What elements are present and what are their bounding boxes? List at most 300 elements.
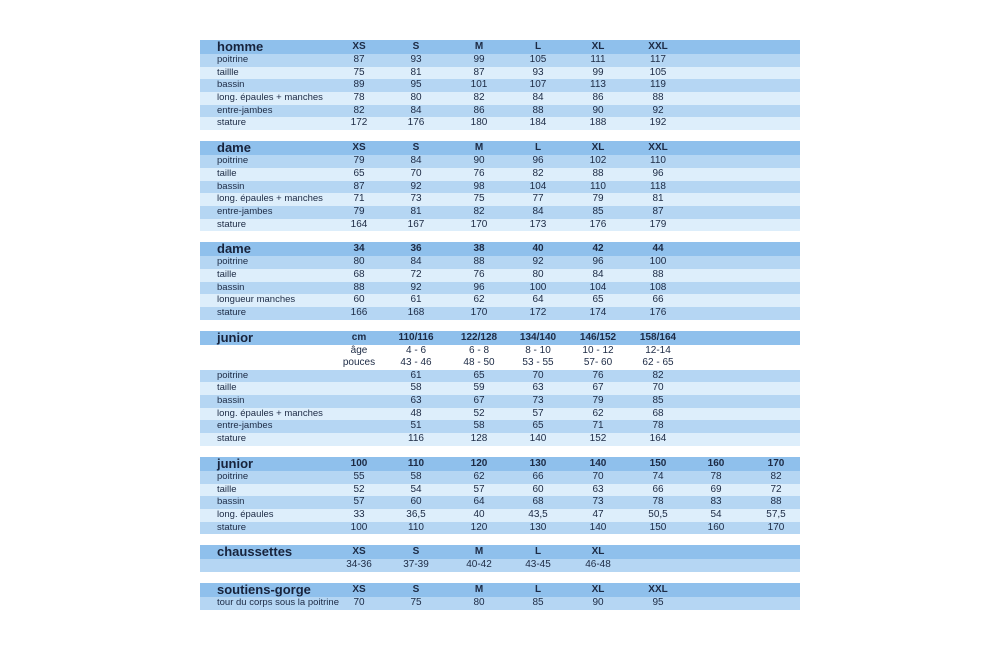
table-spacer — [200, 231, 800, 242]
table-cell: 65 — [473, 369, 485, 381]
table-cell: 108 — [649, 281, 667, 293]
column-header: XS — [352, 41, 366, 52]
table-row — [200, 471, 800, 484]
table-cell: 104 — [589, 281, 607, 293]
row-label: bassin — [217, 180, 245, 192]
table-cell: 99 — [592, 66, 604, 78]
row-label: bassin — [217, 496, 245, 508]
table-cell: 68 — [532, 496, 544, 508]
column-header: L — [534, 546, 542, 558]
column-header: 160 — [707, 457, 725, 469]
table-cell: 176 — [589, 218, 607, 230]
table-title: homme — [217, 39, 264, 54]
table-cell: 62 — [592, 407, 604, 419]
table-cell: 90 — [592, 596, 604, 608]
table-cell: 160 — [707, 521, 725, 533]
table-title: chaussettes — [217, 544, 293, 560]
table-cell: 59 — [473, 382, 485, 394]
column-header: 36 — [410, 243, 422, 255]
table-cell: 180 — [470, 117, 488, 129]
table-cell: 110 — [408, 521, 424, 533]
table-cell: 87 — [652, 205, 664, 217]
table-cell: 73 — [532, 395, 544, 407]
column-header: 122/128 — [460, 331, 498, 343]
table-cell: 140 — [529, 433, 547, 445]
table-cell: 78 — [710, 470, 722, 482]
table-cell: 72 — [770, 483, 782, 495]
table-cell: 64 — [473, 496, 485, 508]
table-cell: 82 — [652, 369, 664, 381]
table-row — [200, 54, 800, 67]
table-cell: 88 — [592, 167, 604, 179]
table-row — [200, 484, 800, 497]
table-cell: 82 — [353, 104, 365, 116]
table-cell: 52 — [473, 407, 485, 419]
table-row — [200, 181, 800, 194]
table-cell: 76 — [473, 268, 485, 280]
column-header: 40 — [532, 243, 544, 255]
table-cell: 82 — [770, 470, 782, 482]
table-cell: 68 — [652, 407, 664, 419]
table-cell: 40 — [473, 508, 485, 520]
table-row — [200, 496, 800, 509]
table-cell: 117 — [650, 54, 666, 65]
table-cell: 105 — [649, 66, 667, 78]
table-cell: 95 — [410, 79, 422, 91]
row-label: taille — [217, 483, 237, 495]
table-cell: 104 — [529, 180, 547, 192]
row-label: bassin — [217, 281, 245, 293]
row-label: poitrine — [217, 470, 249, 482]
row-label: poitrine — [217, 256, 249, 268]
table-cell: 164 — [649, 433, 667, 445]
column-header: M — [474, 583, 484, 595]
table-cell: 96 — [473, 281, 485, 293]
table-cell: 73 — [592, 496, 604, 508]
table-cell: 167 — [407, 218, 425, 230]
table-cell: 82 — [473, 92, 485, 104]
table-row — [200, 282, 800, 295]
table-cell: 71 — [353, 193, 365, 205]
table-cell: 105 — [529, 54, 547, 65]
column-header: S — [412, 142, 420, 154]
table-cell: 57 — [473, 483, 485, 495]
column-header: XL — [591, 142, 605, 154]
table-cell: 54 — [710, 508, 722, 520]
column-header: 42 — [592, 243, 604, 255]
table-cell: 101 — [470, 79, 488, 91]
table-cell: 150 — [649, 521, 667, 533]
table-cell: 58 — [473, 420, 485, 432]
table-cell: 67 — [473, 395, 485, 407]
table-cell: 4 - 6 — [405, 344, 427, 356]
row-label: poitrine — [217, 369, 249, 381]
table-row — [200, 117, 800, 130]
table-row — [200, 509, 800, 522]
table-cell: 34-36 — [346, 559, 372, 571]
column-header: 150 — [649, 457, 667, 469]
table-cell: 85 — [652, 395, 664, 407]
table-cell: 64 — [532, 294, 544, 306]
size-table — [200, 141, 800, 242]
table-cell: 70 — [652, 382, 664, 394]
table-cell: 8 - 10 — [525, 344, 551, 356]
table-cell: 170 — [767, 521, 785, 533]
table-row — [200, 370, 800, 383]
table-cell: 89 — [353, 79, 365, 91]
table-cell: 184 — [529, 117, 547, 129]
table-cell: 6 - 8 — [468, 344, 490, 356]
table-cell: 84 — [410, 104, 422, 116]
table-cell: 111 — [590, 54, 606, 65]
column-header: 34 — [353, 243, 365, 255]
table-cell: 82 — [532, 167, 544, 179]
table-cell: 43 - 46 — [400, 357, 432, 369]
table-cell: 98 — [473, 180, 485, 192]
table-cell: 36,5 — [406, 508, 426, 520]
table-cell: 172 — [350, 117, 368, 129]
table-cell: 102 — [589, 155, 607, 167]
column-header: 146/152 — [579, 331, 617, 343]
table-spacer — [200, 130, 800, 141]
table-cell: 130 — [529, 521, 547, 533]
table-cell: 61 — [410, 294, 422, 306]
table-cell: 82 — [473, 205, 485, 217]
table-cell: 43-45 — [525, 559, 551, 571]
table-cell: 116 — [408, 433, 424, 445]
row-label: entre-jambes — [217, 205, 273, 217]
table-spacer — [200, 320, 800, 331]
table-cell: 90 — [592, 104, 604, 116]
table-cell: 51 — [410, 420, 422, 432]
table-cell: 87 — [473, 66, 485, 78]
column-header: 120 — [470, 457, 488, 469]
table-cell: 80 — [473, 596, 485, 608]
table-cell: 90 — [473, 155, 485, 167]
table-row — [200, 219, 800, 232]
table-cell: 113 — [590, 79, 606, 91]
table-cell: 48 - 50 — [463, 357, 495, 369]
column-header: XS — [352, 142, 366, 154]
table-cell: 52 — [353, 483, 365, 495]
table-cell: 88 — [652, 268, 664, 280]
column-header: M — [474, 41, 484, 52]
table-cell: 69 — [710, 483, 722, 495]
table-cell: 176 — [407, 117, 425, 129]
table-cell: 93 — [532, 66, 544, 78]
row-label: entre-jambes — [217, 104, 273, 116]
table-header — [200, 40, 800, 54]
table-cell: 37-39 — [403, 559, 429, 571]
table-cell: 40-42 — [466, 559, 492, 571]
table-cell: 65 — [532, 420, 544, 432]
column-header: XS — [352, 546, 366, 558]
column-header: M — [474, 142, 484, 154]
table-cell: 99 — [473, 54, 485, 65]
table-row — [200, 206, 800, 219]
table-cell: 10 - 12 — [582, 344, 614, 356]
row-label: stature — [217, 521, 247, 533]
table-row — [200, 559, 800, 572]
table-cell: 174 — [589, 307, 607, 318]
table-cell: 84 — [410, 256, 422, 268]
table-cell: 55 — [353, 470, 365, 482]
table-cell: 85 — [592, 205, 604, 217]
column-header: XL — [591, 583, 605, 595]
row-label: stature — [217, 433, 247, 445]
table-row — [200, 408, 800, 421]
table-title: dame — [217, 140, 251, 156]
table-cell: 88 — [473, 256, 485, 268]
table-cell: 54 — [410, 483, 422, 495]
column-header: XS — [352, 583, 366, 595]
table-cell: 84 — [532, 205, 544, 217]
table-cell: 100 — [529, 281, 547, 293]
table-header — [200, 331, 800, 345]
table-cell: 53 - 55 — [522, 357, 554, 369]
table-cell: 66 — [532, 470, 544, 482]
table-row — [200, 433, 800, 446]
table-cell: 176 — [649, 307, 667, 318]
table-cell: 83 — [710, 496, 722, 508]
table-row — [200, 307, 800, 320]
table-cell: 84 — [410, 155, 422, 167]
table-row — [200, 522, 800, 535]
table-cell: 62 - 65 — [642, 357, 674, 369]
table-cell: 86 — [592, 92, 604, 104]
table-cell: 92 — [532, 256, 544, 268]
table-cell: 62 — [473, 294, 485, 306]
table-title: dame — [217, 241, 251, 257]
table-cell: 170 — [470, 218, 488, 230]
column-header: 110/116 — [398, 331, 434, 343]
table-cell: 88 — [770, 496, 782, 508]
column-header: S — [412, 41, 420, 52]
table-row — [200, 67, 800, 80]
table-row — [200, 420, 800, 433]
size-table — [200, 242, 800, 330]
table-cell: 60 — [353, 294, 365, 306]
row-label: bassin — [217, 395, 245, 407]
table-cell: 33 — [353, 508, 365, 520]
table-cell: 79 — [353, 205, 365, 217]
table-cell: 92 — [652, 104, 664, 116]
table-cell: 152 — [589, 433, 607, 445]
column-header: 38 — [473, 243, 485, 255]
table-cell: 60 — [532, 483, 544, 495]
table-cell: 100 — [649, 256, 667, 268]
column-header: S — [412, 546, 420, 558]
table-cell: 79 — [353, 155, 365, 167]
table-cell: 75 — [353, 66, 365, 78]
table-cell: 48 — [410, 407, 422, 419]
table-subrow — [200, 357, 800, 370]
column-header: M — [474, 546, 484, 558]
row-label: stature — [217, 218, 247, 230]
table-cell: 168 — [407, 307, 425, 318]
table-cell: 65 — [353, 167, 365, 179]
table-cell: 107 — [529, 79, 547, 91]
table-cell: 173 — [529, 218, 547, 230]
table-cell: 87 — [353, 54, 365, 65]
table-cell: 140 — [589, 521, 607, 533]
column-header: 110 — [407, 457, 425, 469]
table-cell: 88 — [353, 281, 365, 293]
row-label: longueur manches — [217, 294, 296, 306]
table-cell: 76 — [473, 167, 485, 179]
table-row — [200, 193, 800, 206]
table-cell: 79 — [592, 193, 604, 205]
table-cell: 70 — [592, 470, 604, 482]
table-cell: 110 — [590, 180, 606, 192]
table-row — [200, 79, 800, 92]
column-header: 100 — [350, 457, 368, 469]
table-cell: 66 — [652, 294, 664, 306]
table-cell: 164 — [350, 218, 368, 230]
row-label: long. épaules + manches — [217, 407, 323, 419]
table-cell: 188 — [589, 117, 607, 129]
size-chart — [200, 40, 800, 612]
table-row — [200, 168, 800, 181]
table-row — [200, 269, 800, 282]
table-cell: 57,5 — [766, 508, 786, 520]
table-cell: 57- 60 — [583, 357, 613, 369]
row-label: long. épaules + manches — [217, 92, 323, 104]
row-label: stature — [217, 117, 247, 129]
subrow-label: âge — [350, 344, 368, 356]
table-cell: 84 — [592, 268, 604, 280]
column-header: 130 — [529, 457, 547, 469]
table-cell: 84 — [532, 92, 544, 104]
table-row — [200, 105, 800, 118]
table-cell: 63 — [592, 483, 604, 495]
column-header: S — [412, 583, 420, 595]
table-cell: 93 — [410, 54, 422, 65]
row-label: taille — [217, 382, 237, 394]
column-header: XXL — [648, 142, 668, 154]
table-cell: 95 — [652, 596, 664, 608]
table-cell: 50,5 — [648, 508, 668, 520]
table-header — [200, 141, 800, 155]
column-header: 134/140 — [519, 331, 557, 343]
row-label: tour du corps sous la poitrine — [217, 596, 339, 608]
table-cell: 96 — [652, 167, 664, 179]
table-cell: 92 — [410, 281, 422, 293]
table-row — [200, 256, 800, 269]
subrow-label: pouces — [342, 357, 376, 369]
table-row — [200, 92, 800, 105]
table-row — [200, 155, 800, 168]
row-label: taille — [217, 167, 237, 179]
size-table — [200, 40, 800, 141]
table-cell: 81 — [652, 193, 664, 205]
table-cell: 58 — [410, 382, 422, 394]
row-label: stature — [217, 307, 247, 318]
table-cell: 61 — [410, 369, 422, 381]
table-cell: 68 — [353, 268, 365, 280]
column-header: L — [534, 41, 542, 52]
table-cell: 88 — [652, 92, 664, 104]
row-label: bassin — [217, 79, 245, 91]
table-cell: 70 — [532, 369, 544, 381]
table-cell: 70 — [353, 596, 365, 608]
table-cell: 67 — [592, 382, 604, 394]
size-table — [200, 331, 800, 457]
table-cell: 72 — [410, 268, 422, 280]
table-cell: 166 — [350, 307, 368, 318]
table-cell: 75 — [410, 596, 422, 608]
column-header: 140 — [589, 457, 607, 469]
size-table — [200, 545, 800, 583]
size-table — [200, 457, 800, 545]
table-cell: 57 — [353, 496, 365, 508]
table-cell: 81 — [410, 205, 422, 217]
row-label: long. épaules + manches — [217, 193, 323, 205]
table-cell: 76 — [592, 369, 604, 381]
column-header: XL — [591, 41, 605, 52]
table-header — [200, 545, 800, 559]
column-header: 158/164 — [639, 331, 677, 343]
row-label: taillle — [217, 66, 239, 78]
table-cell: 63 — [410, 395, 422, 407]
table-cell: 78 — [652, 496, 664, 508]
table-cell: 78 — [652, 420, 664, 432]
table-title: junior — [217, 329, 254, 345]
row-label: poitrine — [217, 155, 249, 167]
table-row — [200, 382, 800, 395]
table-cell: 60 — [410, 496, 422, 508]
table-header — [200, 583, 800, 597]
column-header: 44 — [652, 243, 664, 255]
row-label: long. épaules — [217, 508, 274, 520]
table-cell: 66 — [652, 483, 664, 495]
table-cell: 77 — [532, 193, 544, 205]
table-cell: 79 — [592, 395, 604, 407]
column-header: cm — [351, 331, 367, 343]
column-header: XXL — [648, 41, 668, 52]
table-cell: 46-48 — [585, 559, 611, 571]
table-title: soutiens-gorge — [217, 581, 311, 597]
column-header: L — [534, 583, 542, 595]
table-cell: 71 — [592, 420, 604, 432]
table-cell: 118 — [650, 180, 666, 192]
table-cell: 73 — [410, 193, 422, 205]
table-cell: 65 — [592, 294, 604, 306]
column-header: L — [534, 142, 542, 154]
table-cell: 179 — [649, 218, 667, 230]
table-cell: 110 — [650, 155, 666, 167]
table-cell: 119 — [650, 79, 666, 91]
table-cell: 96 — [532, 155, 544, 167]
row-label: taille — [217, 268, 237, 280]
table-cell: 57 — [532, 407, 544, 419]
table-cell: 192 — [649, 117, 667, 129]
table-cell: 43,5 — [528, 508, 548, 520]
table-cell: 128 — [470, 433, 488, 445]
table-cell: 80 — [410, 92, 422, 104]
table-spacer — [200, 446, 800, 457]
table-row — [200, 294, 800, 307]
table-cell: 85 — [532, 596, 544, 608]
table-cell: 75 — [473, 193, 485, 205]
column-header: 170 — [767, 457, 785, 469]
table-cell: 86 — [473, 104, 485, 116]
table-row — [200, 395, 800, 408]
row-label: entre-jambes — [217, 420, 273, 432]
table-cell: 92 — [410, 180, 422, 192]
table-cell: 81 — [410, 66, 422, 78]
table-cell: 12-14 — [645, 344, 671, 356]
